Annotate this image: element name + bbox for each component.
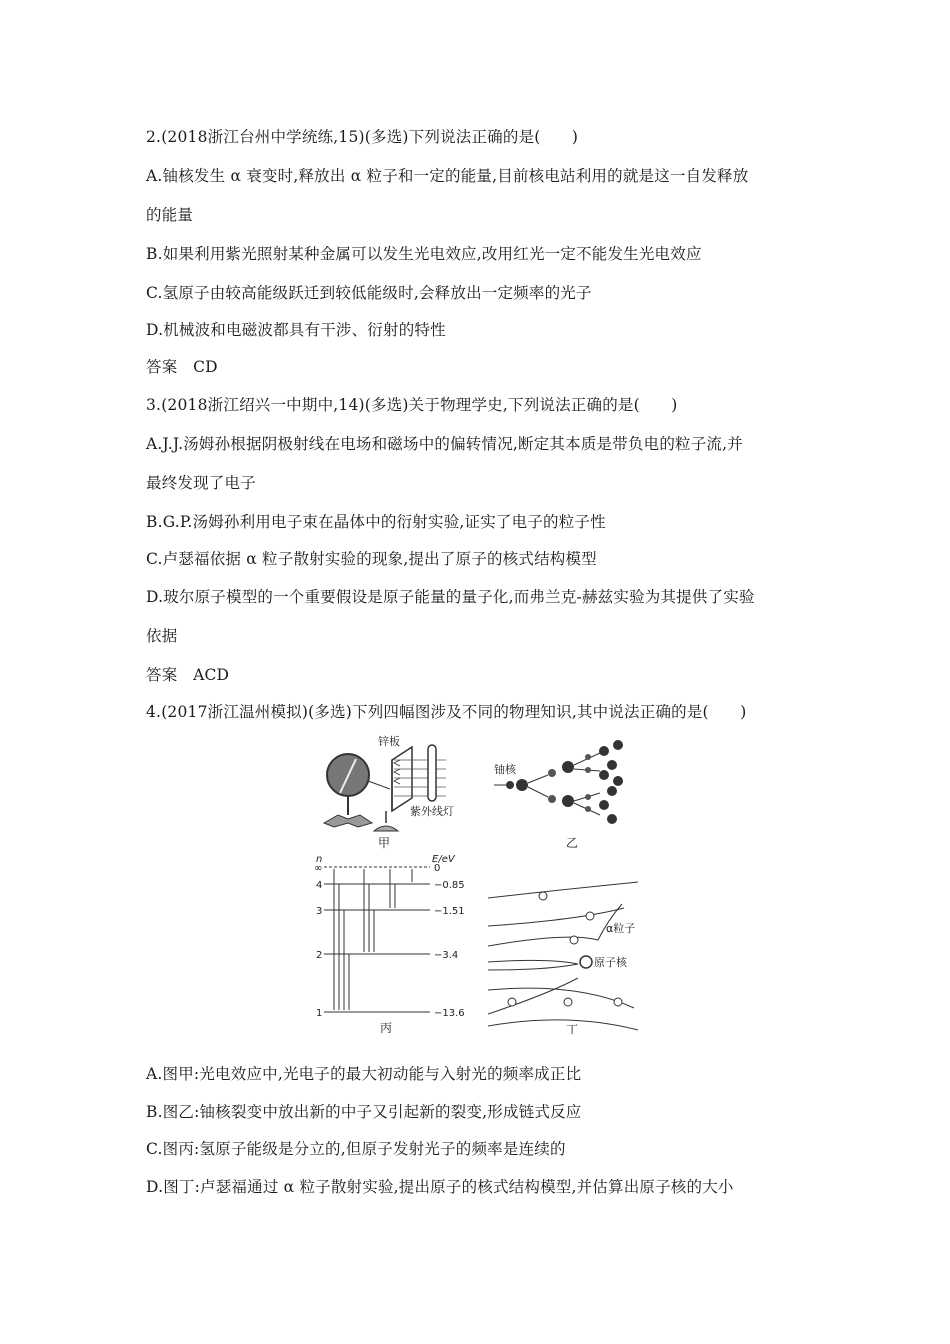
level-n-2: 2 — [316, 950, 323, 961]
q3-option-c: C.卢瑟福依据 α 粒子散射实验的现象,提出了原子的核式结构模型 — [146, 550, 597, 568]
q2-option-d: D.机械波和电磁波都具有干涉、衍射的特性 — [146, 321, 446, 339]
q4-option-c: C.图丙:氢原子能级是分立的,但原子发射光子的频率是连续的 — [146, 1140, 566, 1158]
q2-option-c: C.氢原子由较高能级跃迁到较低能级时,会释放出一定频率的光子 — [146, 284, 592, 302]
uranium-label: 铀核 — [494, 763, 516, 776]
q2-option-a-line2: 的能量 — [146, 206, 194, 224]
nucleus-label: 原子核 — [594, 956, 627, 969]
figure-yi-caption: 乙 — [566, 836, 579, 850]
figure-jia-caption: 甲 — [378, 836, 391, 850]
q2-option-a-line1: A.铀核发生 α 衰变时,释放出 α 粒子和一定的能量,目前核电站利用的就是这一自发释放 — [146, 167, 749, 185]
q3-option-a-line1: A.J.J.汤姆孙根据阴极射线在电场和磁场中的偏转情况,断定其本质是带负电的粒子流,并 — [146, 435, 743, 453]
q3-option-b: B.G.P.汤姆孙利用电子束在晶体中的衍射实验,证实了电子的粒子性 — [146, 513, 606, 531]
n-axis-label: n — [316, 854, 323, 865]
level-e-4: −0.85 — [434, 880, 465, 891]
figure-ding-alpha-scattering — [488, 872, 648, 1034]
q3-stem: 3.(2018浙江绍兴一中期中,14)(多选)关于物理学史,下列说法正确的是( ) — [146, 396, 678, 414]
q3-option-a-line2: 最终发现了电子 — [146, 474, 256, 492]
level-e-1: −13.6 — [434, 1008, 465, 1019]
level-n-4: 4 — [316, 880, 323, 891]
level-n-3: 3 — [316, 906, 323, 917]
q3-option-d-line2: 依据 — [146, 627, 178, 645]
q3-option-d-line1: D.玻尔原子模型的一个重要假设是原子能量的量子化,而弗兰克-赫兹实验为其提供了实验 — [146, 588, 755, 606]
alpha-particle-label: α粒子 — [606, 922, 636, 935]
uv-lamp-label: 紫外线灯 — [410, 805, 454, 818]
zinc-plate-label: 锌板 — [378, 735, 400, 748]
q2-option-b: B.如果利用紫光照射某种金属可以发生光电效应,改用红光一定不能发生光电效应 — [146, 245, 702, 263]
level-n-inf: ∞ — [314, 863, 323, 874]
figure-jia-photoelectric — [310, 735, 460, 850]
q4-option-d: D.图丁:卢瑟福通过 α 粒子散射实验,提出原子的核式结构模型,并估算出原子核的大小 — [146, 1178, 734, 1196]
q3-answer: 答案 ACD — [146, 666, 230, 684]
level-e-2: −3.4 — [434, 950, 459, 961]
q4-stem: 4.(2017浙江温州模拟)(多选)下列四幅图涉及不同的物理知识,其中说法正确的是( ) — [146, 703, 747, 721]
energy-axis-label: E/eV — [432, 854, 455, 865]
level-e-3: −1.51 — [434, 906, 465, 917]
figure-bing-energy-levels — [312, 852, 472, 1034]
figure-bing-caption: 丙 — [380, 1021, 393, 1034]
figure-ding-caption: 丁 — [566, 1023, 579, 1034]
q2-stem: 2.(2018浙江台州中学统练,15)(多选)下列说法正确的是( ) — [146, 128, 579, 146]
q2-answer: 答案 CD — [146, 358, 218, 376]
level-e-inf: 0 — [434, 863, 441, 874]
level-n-1: 1 — [316, 1008, 323, 1019]
q4-option-a: A.图甲:光电效应中,光电子的最大初动能与入射光的频率成正比 — [146, 1065, 582, 1083]
q4-option-b: B.图乙:铀核裂变中放出新的中子又引起新的裂变,形成链式反应 — [146, 1103, 582, 1121]
figure-yi-chain-reaction — [490, 735, 640, 850]
